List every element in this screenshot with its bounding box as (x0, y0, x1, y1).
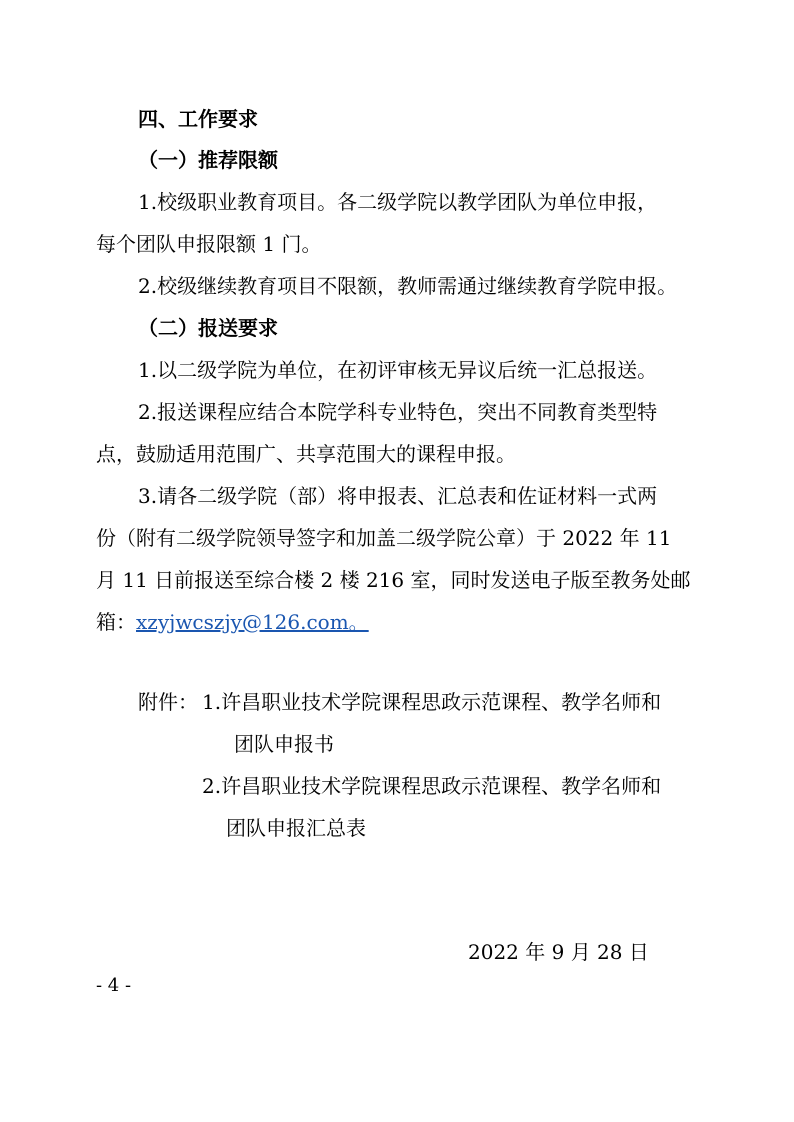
subsection-2-item-3-line-3: 月 11 日前报送至综合楼 2 楼 216 室，同时发送电子版至教务处邮 (96, 568, 691, 592)
subsection-1-title: （一）推荐限额 (138, 148, 278, 172)
subsection-2-title: （二）报送要求 (138, 316, 278, 340)
subsection-1-item-2: 2.校级继续教育项目不限额，教师需通过继续教育学院申报。 (138, 274, 678, 298)
email-prefix: 箱： (96, 610, 136, 634)
subsection-2-item-3-line-1: 3.请各二级学院（部）将申报表、汇总表和佐证材料一式两 (138, 484, 658, 508)
attachment-1-line-1: 1.许昌职业技术学院课程思政示范课程、教学名师和 (202, 690, 662, 714)
subsection-2-item-3-line-4 (96, 610, 369, 634)
subsection-2-item-2-line-2: 点，鼓励适用范围广、共享范围大的课程申报。 (96, 442, 516, 466)
attachments-label: 附件： (138, 690, 198, 714)
section-heading: 四、工作要求 (138, 107, 258, 131)
email-link[interactable]: xzyjwcszjy@126.com。 (136, 610, 369, 634)
attachment-2-line-1: 2.许昌职业技术学院课程思政示范课程、教学名师和 (202, 774, 662, 798)
attachment-2-line-2: 团队申报汇总表 (226, 816, 366, 840)
subsection-1-item-1-line-1: 1.校级职业教育项目。各二级学院以教学团队为单位申报， (138, 190, 658, 214)
subsection-2-item-3-line-2: 份（附有二级学院领导签字和加盖二级学院公章）于 2022 年 11 (96, 526, 672, 550)
page-number: - 4 - (96, 975, 132, 996)
signature-date: 2022 年 9 月 28 日 (468, 940, 649, 964)
subsection-1-item-1-line-2: 每个团队申报限额 1 门。 (96, 232, 322, 256)
attachment-1-line-2: 团队申报书 (234, 732, 334, 756)
subsection-2-item-2-line-1: 2.报送课程应结合本院学科专业特色，突出不同教育类型特 (138, 400, 658, 424)
subsection-2-item-1: 1.以二级学院为单位，在初评审核无异议后统一汇总报送。 (138, 358, 658, 382)
